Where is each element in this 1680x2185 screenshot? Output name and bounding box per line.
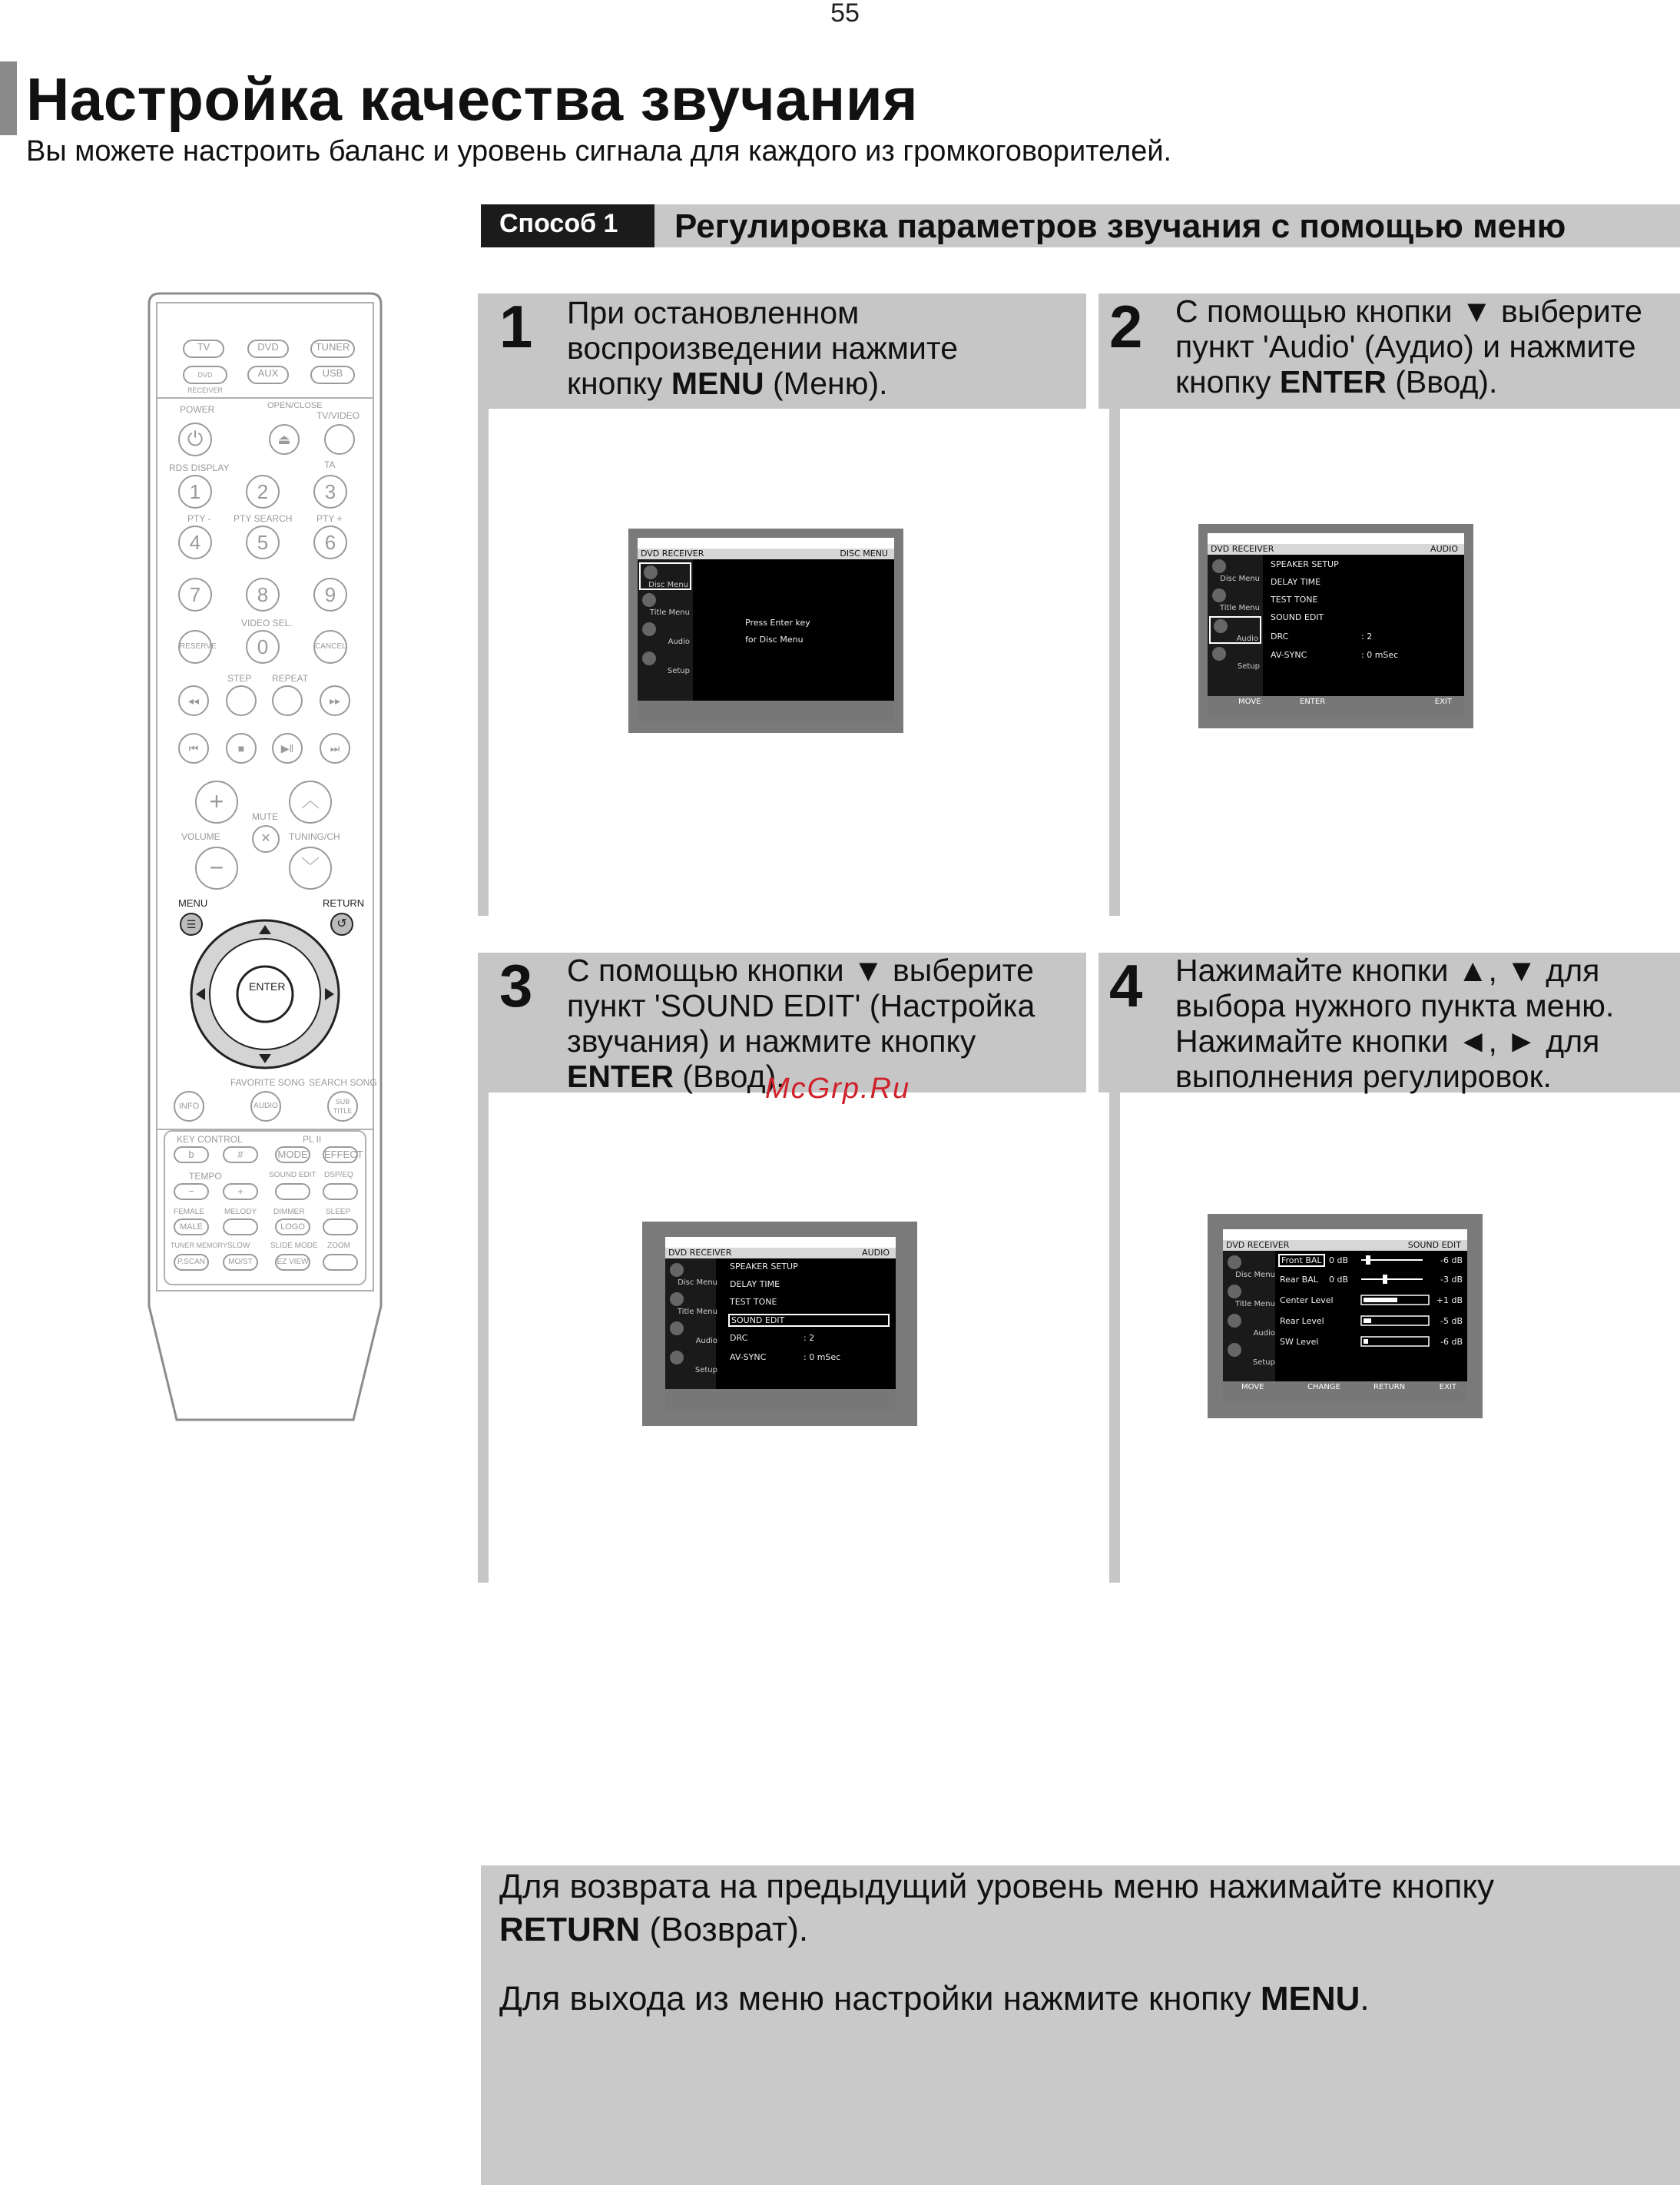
remote-label-repeat: REPEAT: [272, 673, 309, 684]
digit-2-button: 2: [246, 475, 280, 509]
method-title: Регулировка параметров звучания с помощью меню: [674, 207, 1566, 245]
step-1-line-3: кнопку MENU (Меню).: [567, 366, 888, 401]
fast-forward-icon: ▸▸: [320, 685, 350, 716]
screen-1-side-disc: Disc Menu: [639, 562, 691, 590]
remote-label-menu: MENU: [178, 897, 208, 909]
remote-subtitle-button: SUB TITLE: [327, 1091, 358, 1122]
remote-male-button: MALE: [174, 1218, 209, 1235]
screen-2-side-audio: Audio: [1209, 616, 1261, 644]
screen-4-row-rear-level-label: Rear Level: [1280, 1316, 1324, 1326]
remote-label-dimmer: DIMMER: [273, 1208, 305, 1216]
screen-4-foot-exit: EXIT: [1439, 1383, 1456, 1391]
screen-4-row-front-bal-value: 0 dB: [1329, 1255, 1349, 1265]
digit-1-button: 1: [178, 475, 212, 509]
screen-4-sound-edit: [1208, 1214, 1483, 1418]
screen-4-side-audio: Audio: [1224, 1312, 1277, 1340]
remote-step-button: [226, 685, 257, 716]
screen-3-side-menu: [665, 1258, 716, 1389]
remote-label-enter: ENTER: [249, 980, 286, 993]
screen-1-side-title: Title Menu: [639, 592, 691, 619]
step-1-number: 1: [499, 293, 533, 360]
remote-aux-button: AUX: [247, 366, 289, 384]
remote-label-dsp-eq: DSP/EQ: [324, 1171, 353, 1179]
remote-label-pty-minus: PTY -: [187, 513, 211, 524]
remote-audio-button: AUDIO: [250, 1091, 281, 1122]
note-1-line-1: Для возврата на предыдущий уровень меню нажимайте кнопку: [499, 1868, 1495, 1905]
step-4-line-4: выполнения регулировок.: [1175, 1059, 1552, 1094]
remote-info-button: INFO: [174, 1091, 204, 1122]
remote-label-tempo: TEMPO: [189, 1171, 222, 1182]
screen-3-item-delay-time: DELAY TIME: [730, 1279, 780, 1289]
note-1-line-2: RETURN (Возврат).: [499, 1911, 809, 1948]
screen-3-item-sound-edit: SOUND EDIT: [728, 1314, 890, 1327]
remote-effect-button: EFFECT: [323, 1146, 358, 1163]
remote-tuner-button: TUNER: [310, 340, 355, 358]
step-2-number: 2: [1109, 293, 1143, 360]
screen-1-message-2: for Disc Menu: [745, 635, 804, 645]
menu-icon: ☰: [180, 913, 203, 936]
remote-dsp-eq-button: [323, 1183, 358, 1200]
remote-repeat-button: [272, 685, 303, 716]
remote-dvd-button: DVD: [247, 340, 289, 358]
screen-4-row-sw-level-label: SW Level: [1280, 1337, 1319, 1347]
step-1-line-2: воспроизведении нажмите: [567, 330, 958, 366]
remote-label-rds: RDS DISPLAY: [169, 463, 230, 473]
step-2-text: [1175, 293, 1642, 400]
remote-label-tuning: TUNING/CH: [289, 831, 340, 842]
skip-forward-icon: ⏭: [320, 733, 350, 764]
screen-4-foot-return: RETURN: [1373, 1383, 1406, 1391]
remote-label-open-close: OPEN/CLOSE: [267, 401, 323, 410]
remote-sound-edit-button: [275, 1183, 310, 1200]
remote-label-video-sel: VIDEO SEL.: [241, 618, 293, 628]
remote-mo-st-button: MO/ST: [223, 1254, 258, 1271]
step-3-line-4: ENTER (Ввод).: [567, 1059, 785, 1094]
digit-7-button: 7: [178, 578, 212, 612]
remote-label-key-control: KEY CONTROL: [177, 1134, 243, 1145]
remote-control-illustration: [146, 292, 384, 1421]
remote-label-mute: MUTE: [252, 811, 278, 822]
screen-4-level-bars: [1223, 1229, 1467, 1403]
step-3-column: [478, 1092, 489, 1583]
remote-label-pty-plus: PTY +: [316, 513, 343, 524]
step-4-column: [1109, 1092, 1120, 1583]
remote-logo-button: LOGO: [275, 1218, 310, 1235]
screen-3-title-bar: DVD RECEIVER AUDIO: [665, 1248, 896, 1258]
screen-1-side-audio: Audio: [639, 621, 691, 648]
screen-2-title-bar: DVD RECEIVER AUDIO: [1208, 544, 1464, 555]
remote-melody-button: [223, 1218, 258, 1235]
screen-2-side-title: Title Menu: [1209, 587, 1261, 615]
screen-4-foot-move: MOVE: [1241, 1383, 1264, 1391]
screen-1-side-setup: Setup: [639, 650, 691, 678]
screen-2-item-av-sync: AV-SYNC: [1271, 650, 1307, 660]
navigation-pad: [146, 914, 384, 1083]
step-4-line-2: выбора нужного пункта меню.: [1175, 988, 1615, 1023]
digit-0-button: 0: [246, 630, 280, 664]
screen-2-item-delay-time: DELAY TIME: [1271, 577, 1321, 587]
screen-4-side-disc: Disc Menu: [1224, 1254, 1277, 1281]
step-2-line-1: С помощью кнопки ▼ выберите: [1175, 293, 1642, 329]
screen-4-row-center-level-right: +1 dB: [1436, 1295, 1463, 1305]
power-icon: ⏻: [178, 423, 212, 456]
screen-2-item-drc: DRC: [1271, 632, 1289, 642]
step-4-number: 4: [1109, 952, 1143, 1020]
screen-4-row-rear-bal-label: Rear BAL: [1280, 1275, 1318, 1285]
method-tag: Способ 1: [481, 204, 654, 247]
remote-label-melody: MELODY: [224, 1208, 257, 1216]
remote-body-outline: [146, 292, 384, 1421]
step-3-line-1: С помощью кнопки ▼ выберите: [567, 953, 1034, 988]
screen-4-row-rear-bal-right: -3 dB: [1440, 1275, 1463, 1285]
screen-1-disc-menu: [628, 529, 903, 733]
remote-label-tuner-memory: TUNER MEMORY: [171, 1242, 227, 1249]
screen-2-side-disc: Disc Menu: [1209, 558, 1261, 585]
remote-sleep-button: [323, 1218, 358, 1235]
screen-2-foot-enter: ENTER: [1300, 698, 1326, 706]
screen-2-item-speaker-setup: SPEAKER SETUP: [1271, 559, 1339, 569]
remote-label-volume: VOLUME: [181, 831, 220, 842]
tempo-down-button: −: [174, 1183, 209, 1200]
step-2-line-3: кнопку ENTER (Ввод).: [1175, 364, 1498, 400]
screen-3-side-setup: Setup: [667, 1349, 719, 1377]
tuning-down-icon: ﹀: [289, 847, 332, 890]
screen-2-item-sound-edit: SOUND EDIT: [1271, 612, 1324, 622]
step-3-line-3: звучания) и нажмите кнопку: [567, 1023, 976, 1059]
step-1-column: [478, 409, 489, 916]
screen-4-row-center-level-label: Center Level: [1280, 1295, 1334, 1305]
screen-3-footer: [665, 1389, 896, 1411]
remote-pscan-button: P.SCAN: [174, 1254, 209, 1271]
remote-ez-view-button: EZ VIEW: [275, 1254, 310, 1271]
remote-label-zoom: ZOOM: [327, 1242, 350, 1250]
remote-label-search-song: SEARCH SONG: [309, 1077, 377, 1088]
digit-6-button: 6: [313, 526, 347, 559]
remote-usb-button: USB: [310, 366, 355, 384]
remote-label-return: RETURN: [323, 897, 365, 909]
remote-label-slow: SLOW: [227, 1242, 250, 1250]
page-subtitle: Вы можете настроить баланс и уровень сигнала для каждого из громкоговорителей.: [26, 135, 1172, 167]
remote-label-sleep: SLEEP: [326, 1208, 351, 1216]
remote-reserve-button: RESERVE: [178, 630, 212, 664]
step-1-text: [567, 295, 958, 401]
return-icon: ↺: [330, 913, 353, 936]
remote-label-female: FEMALE: [174, 1208, 205, 1216]
stop-icon: ■: [226, 733, 257, 764]
screen-2-item-test-tone: TEST TONE: [1271, 595, 1318, 605]
screen-4-side-title: Title Menu: [1224, 1283, 1277, 1311]
screen-3-drc-value: : 2: [804, 1333, 815, 1343]
volume-up-icon: +: [195, 781, 238, 824]
remote-mode-button: MODE: [275, 1146, 310, 1163]
step-2-line-2: пункт 'Audio' (Аудио) и нажмите: [1175, 329, 1636, 364]
screen-1-footer: [638, 701, 894, 722]
volume-down-icon: −: [195, 847, 238, 890]
key-sharp-button: #: [223, 1146, 258, 1163]
screen-3-item-speaker-setup: SPEAKER SETUP: [730, 1262, 798, 1272]
screen-4-side-setup: Setup: [1224, 1341, 1277, 1369]
screen-4-row-front-bal-right: -6 dB: [1440, 1255, 1463, 1265]
screen-3-side-audio: Audio: [667, 1320, 719, 1348]
rewind-icon: ◂◂: [178, 685, 209, 716]
title-accent-bar: [0, 61, 17, 135]
screen-3-side-title: Title Menu: [667, 1291, 719, 1318]
step-3-line-2: пункт 'SOUND EDIT' (Настройка: [567, 988, 1036, 1023]
page-title: Настройка качества звучания: [26, 65, 919, 133]
screen-3-av-sync-value: : 0 mSec: [804, 1352, 841, 1362]
remote-label-step: STEP: [227, 673, 252, 684]
digit-4-button: 4: [178, 526, 212, 559]
digit-9-button: 9: [313, 578, 347, 612]
remote-label-pl2: PL II: [303, 1134, 322, 1145]
digit-8-button: 8: [246, 578, 280, 612]
screen-3-side-disc: Disc Menu: [667, 1262, 719, 1289]
tempo-up-button: +: [223, 1183, 258, 1200]
screen-4-foot-change: CHANGE: [1307, 1383, 1340, 1391]
screen-4-row-rear-bal-value: 0 dB: [1329, 1275, 1349, 1285]
screen-1-title-bar: DVD RECEIVER DISC MENU: [638, 549, 894, 559]
remote-tv-video-button: [324, 424, 355, 455]
screen-2-audio-menu: [1198, 524, 1473, 728]
tuning-up-icon: ︿: [289, 781, 332, 824]
screen-2-foot-exit: EXIT: [1434, 698, 1452, 706]
remote-label-pty-search: PTY SEARCH: [234, 513, 293, 524]
remote-label-favorite-song: FAVORITE SONG: [230, 1077, 306, 1088]
step-3-number: 3: [499, 952, 533, 1020]
remote-cancel-button: CANCEL: [313, 630, 347, 664]
step-2-column: [1109, 409, 1120, 916]
screen-3-audio-menu: [642, 1222, 917, 1426]
remote-label-ta: TA: [324, 459, 336, 470]
play-pause-icon: ▶‖: [272, 733, 303, 764]
remote-label-power: POWER: [180, 404, 215, 415]
remote-label-slide-mode: SLIDE MODE: [270, 1242, 318, 1250]
step-4-line-1: Нажимайте кнопки ▲, ▼ для: [1175, 953, 1600, 988]
watermark: McGrp.Ru: [765, 1073, 911, 1105]
screen-1-message-1: Press Enter key: [745, 618, 810, 628]
step-4-text: [1175, 953, 1614, 1094]
screen-1-side-menu: [638, 559, 693, 701]
digit-5-button: 5: [246, 526, 280, 559]
screen-2-side-setup: Setup: [1209, 645, 1261, 673]
mute-icon: ✕: [252, 825, 280, 853]
note-2: Для выхода из меню настройки нажмите кнопку MENU.: [499, 1980, 1370, 2018]
remote-zoom-button: [323, 1254, 358, 1271]
screen-3-item-drc: DRC: [730, 1333, 748, 1343]
screen-2-side-menu: [1208, 555, 1263, 696]
screen-2-foot-move: MOVE: [1238, 698, 1261, 706]
screen-3-item-test-tone: TEST TONE: [730, 1297, 777, 1307]
remote-label-sound-edit: SOUND EDIT: [269, 1171, 316, 1179]
key-flat-button: b: [174, 1146, 209, 1163]
screen-2-av-sync-value: : 0 mSec: [1361, 650, 1399, 660]
page-number: 55: [830, 0, 860, 28]
step-4-line-3: Нажимайте кнопки ◄, ► для: [1175, 1023, 1600, 1059]
skip-back-icon: ⏮: [178, 733, 209, 764]
remote-label-tv-video: TV/VIDEO: [316, 410, 360, 421]
screen-2-footer: [1208, 696, 1464, 718]
screen-2-drc-value: : 2: [1361, 632, 1373, 642]
remote-dvd-receiver-button: DVD RECEIVER: [183, 366, 227, 384]
digit-3-button: 3: [313, 475, 347, 509]
screen-4-row-front-bal-label: Front BAL: [1278, 1254, 1325, 1267]
eject-icon: ⏏: [269, 424, 300, 455]
screen-4-title-bar: DVD RECEIVER SOUND EDIT: [1223, 1240, 1467, 1251]
screen-4-row-sw-level-right: -6 dB: [1440, 1337, 1463, 1347]
screen-4-row-rear-level-right: -5 dB: [1440, 1316, 1463, 1326]
screen-4-footer: [1223, 1381, 1467, 1403]
screen-3-item-av-sync: AV-SYNC: [730, 1352, 767, 1362]
remote-tv-button: TV: [183, 340, 224, 358]
step-1-line-1: При остановленном: [567, 295, 860, 330]
